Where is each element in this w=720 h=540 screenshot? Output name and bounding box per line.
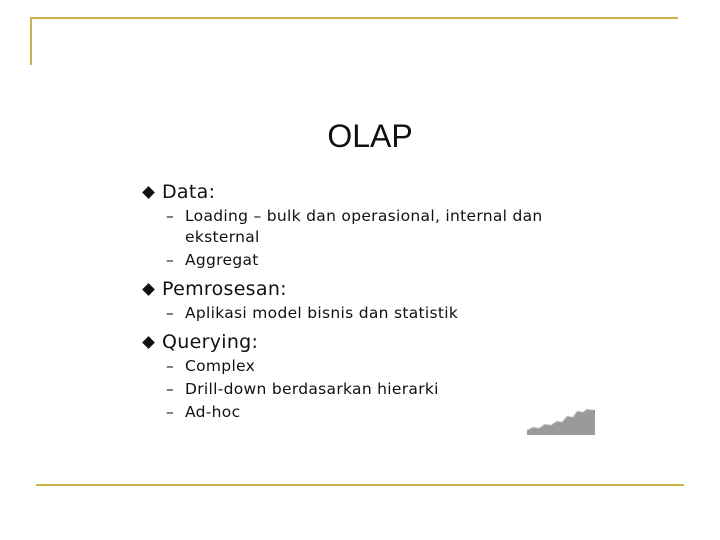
section-heading: Querying: [162,331,259,353]
dash-marker: – [166,403,175,421]
dash-marker: – [166,251,175,269]
section-heading: Data: [162,181,216,203]
list-item [140,356,610,377]
section-heading: Pemrosesan: [162,278,287,300]
section-pemrosesan [140,275,610,324]
diamond-bullet-icon [142,336,155,349]
sub-list [140,206,610,271]
list-item-text: Drill-down berdasarkan hierarki [185,380,439,398]
bullet-row [140,178,610,206]
bullet-row [140,328,610,356]
bullet-row [140,275,610,303]
slide-title: OLAP [327,118,413,154]
diamond-bullet-icon [142,283,155,296]
list-item-text: Aplikasi model bisnis dan statistik [185,304,459,322]
list-item-text: Complex [185,357,256,375]
list-item-text: Aggregat [185,251,259,269]
mountain-graph-icon [527,405,595,435]
dash-marker: – [166,207,175,225]
dash-marker: – [166,304,175,322]
frame-top-line [30,17,678,19]
dash-marker: – [166,357,175,375]
section-data [140,178,610,271]
list-item-text: Loading – bulk dan operasional, internal dan eksternal [185,207,543,246]
list-item [140,250,610,271]
list-item-text: Ad-hoc [185,403,241,421]
list-item [140,303,610,324]
dash-marker: – [166,380,175,398]
list-item [140,379,610,400]
frame-left-line [30,17,32,65]
list-item [140,206,610,248]
sub-list [140,303,610,324]
diamond-bullet-icon [142,186,155,199]
slide-content [140,178,610,425]
frame-bottom-line [36,484,684,486]
